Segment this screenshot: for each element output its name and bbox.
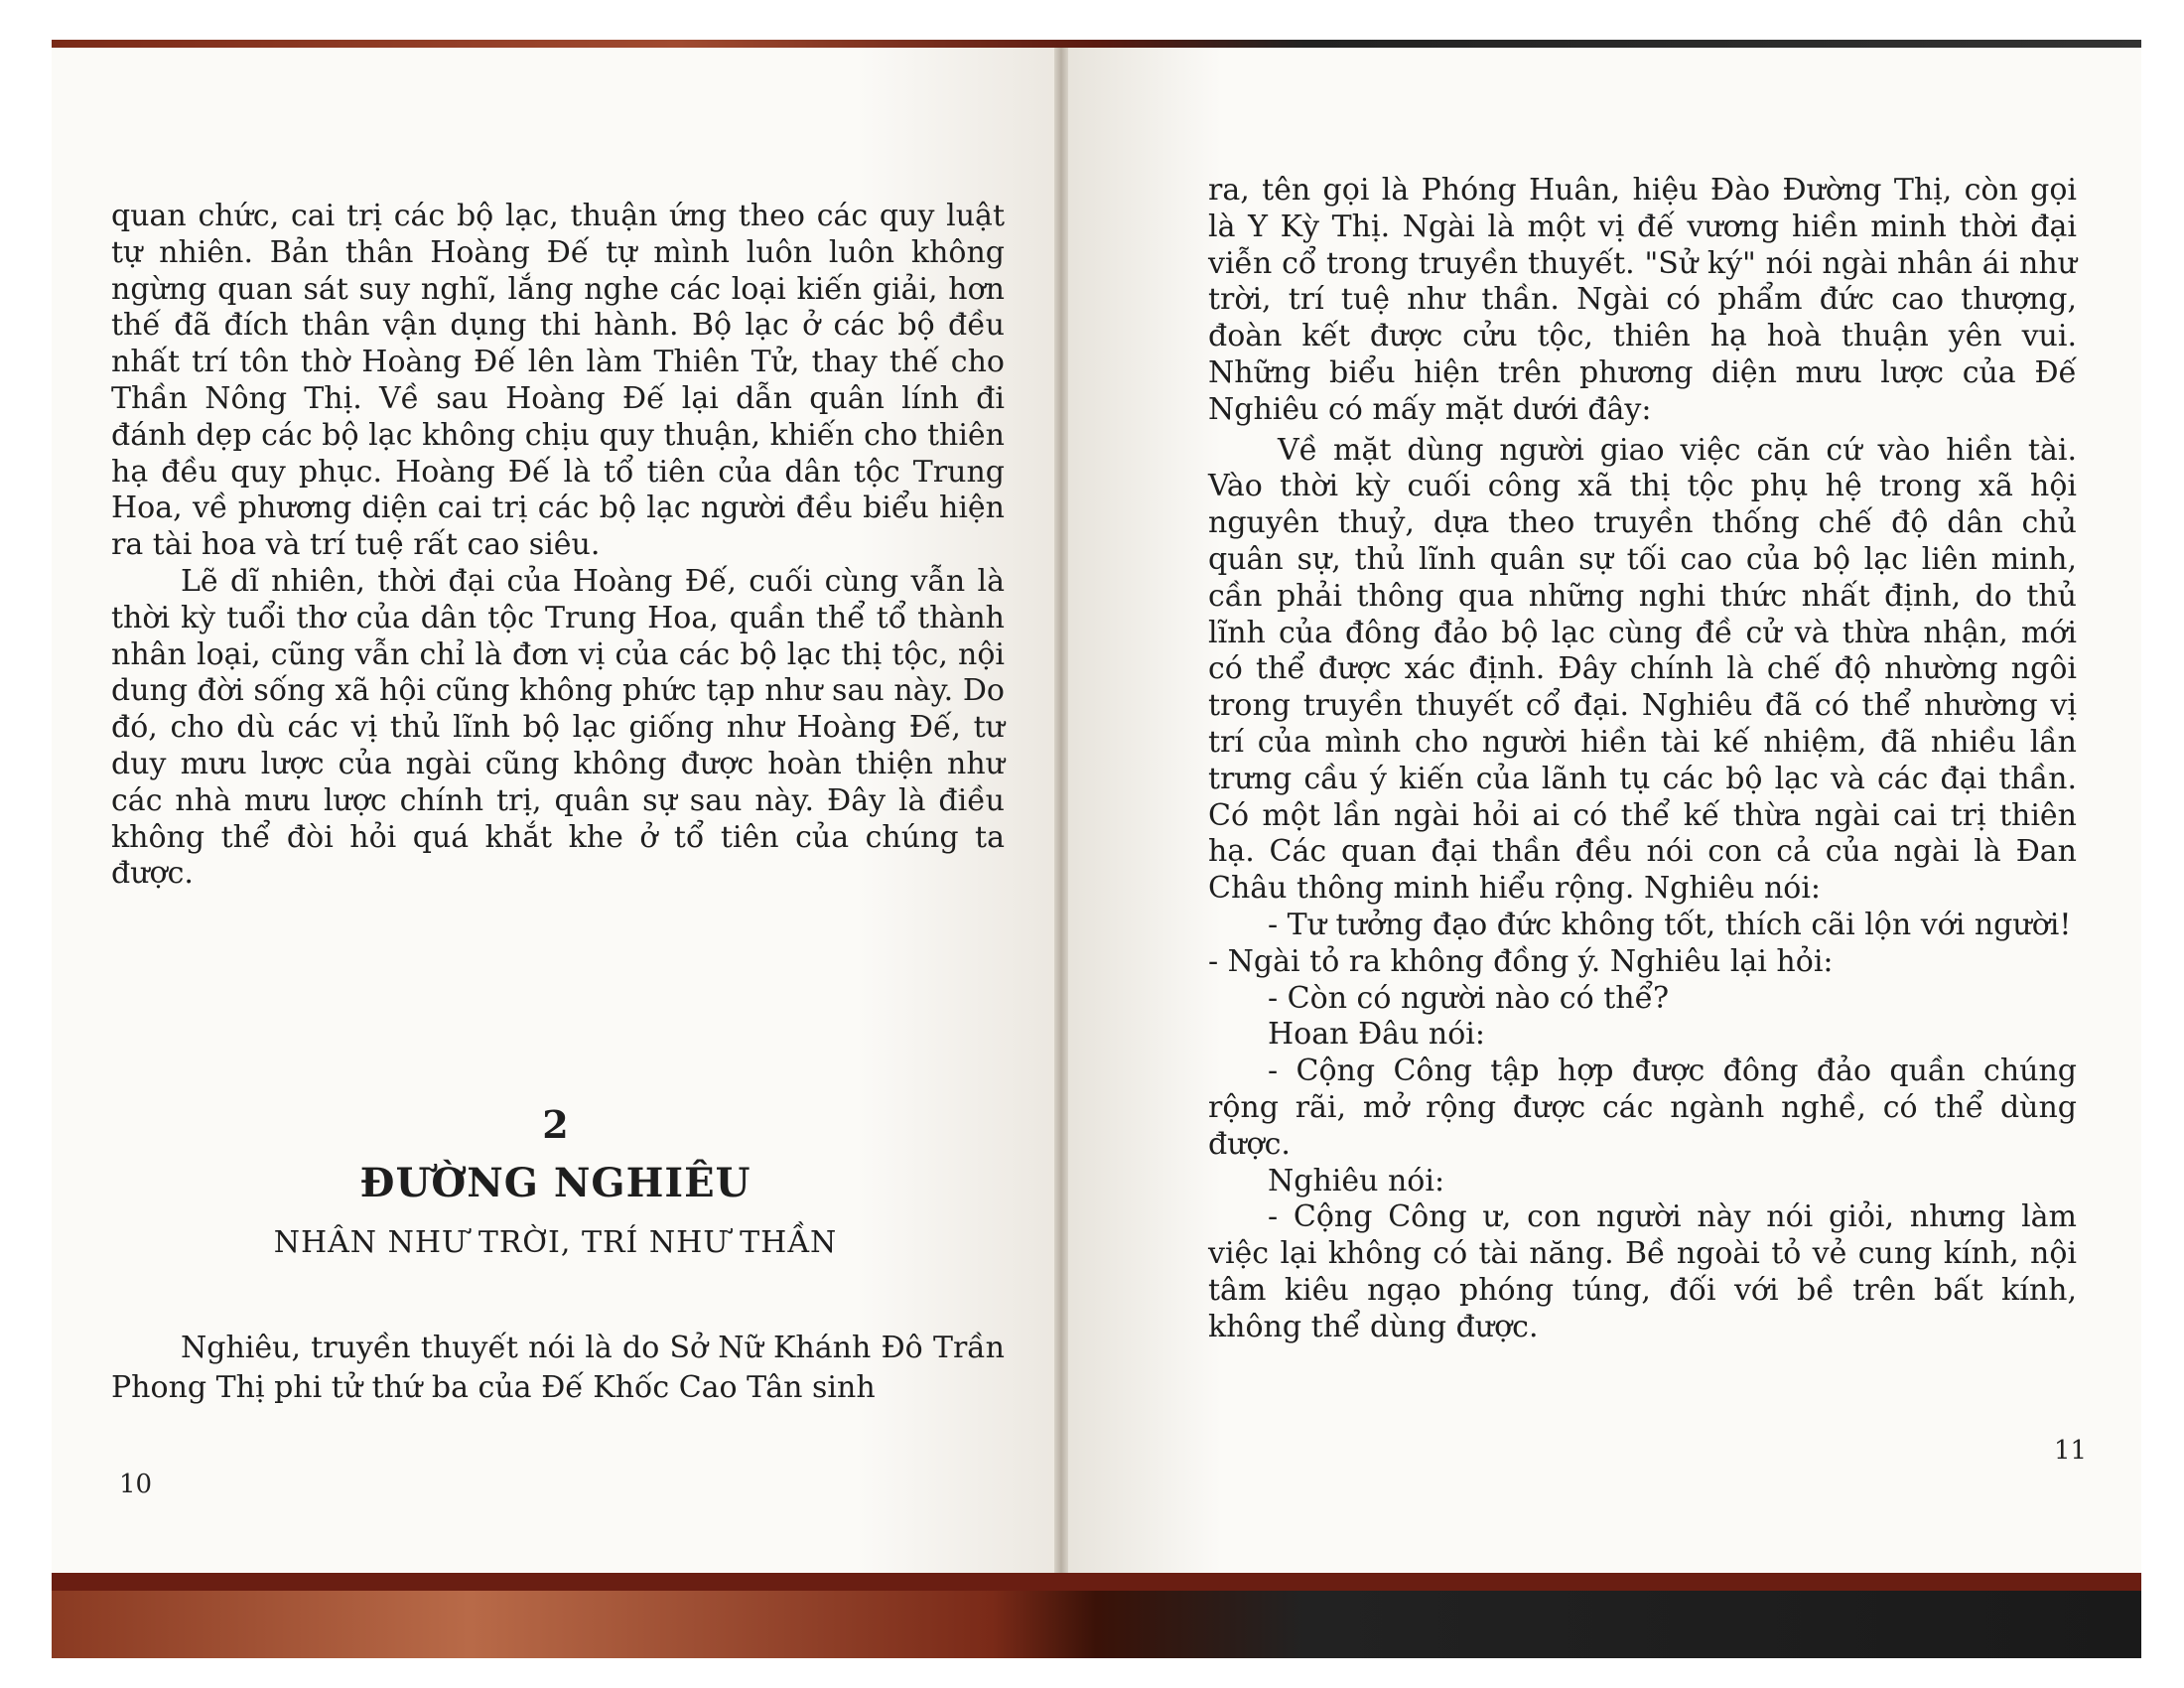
page-number-left: 10 — [119, 1470, 153, 1499]
dialog-line: - Cộng Công tập hợp được đông đảo quần chúng rộng rãi, mở rộng được các ngành nghề, có thể dùng được. — [1208, 1054, 2077, 1162]
book-cover-edge-bottom — [52, 1591, 2141, 1658]
left-page-body — [111, 199, 1005, 893]
dialog-line: Hoan Đâu nói: — [1268, 1017, 1486, 1053]
chapter-subtitle: NHÂN NHƯ TRỜI, TRÍ NHƯ THẦN — [273, 1225, 838, 1260]
dialog-line: - Ngài tỏ ra không đồng ý. Nghiêu lại hỏi: — [1208, 943, 1834, 979]
left-paragraph-1: quan chức, cai trị các bộ lạc, thuận ứng theo các quy luật tự nhiên. Bản thân Hoàng Đế tự mình luôn luôn không ngừng quan sát suy nghĩ, lắng nghe các loại kiến giải, hơn thế đã đích thân vận dụng thi hành. Bộ lạc ở các bộ đều nhất trí tôn thờ Hoàng Đế lên làm Thiên Tử, thay thế cho Thần Nông Thị. Về sau Hoàng Đế lại dẫn quân lính đi đánh dẹp các bộ lạc không chịu quy thuận, khiến cho thiên hạ đều quy phục. Hoàng Đế là tổ tiên của dân tộc Trung Hoa, về phương diện cai trị các bộ lạc người đều biểu hiện ra tài hoa và trí tuệ rất cao siêu. — [111, 199, 1005, 563]
left-page — [52, 48, 1059, 1573]
chapter-number: 2 — [542, 1102, 569, 1147]
chapter-title: ĐƯỜNG NGHIÊU — [359, 1160, 751, 1206]
right-paragraph-1: ra, tên gọi là Phóng Huân, hiệu Đào Đường Thị, còn gọi là Y Kỳ Thị. Ngài là một vị đế vương hiền minh thời đại viễn cổ trong truyền thuyết. "Sử ký" nói ngài nhân ái như trời, trí tuệ như thần. Ngài có phẩm đức cao thượng, đoàn kết được cửu tộc, thiên hạ hoà thuận yên vui. Những biểu hiện trên phương diện mưu lược của Đế Nghiêu có mấy mặt dưới đây: — [1208, 173, 2077, 427]
right-page-body — [1208, 173, 2077, 1346]
book-spread — [52, 40, 2141, 1658]
dialog-line: - Còn có người nào có thể? — [1268, 980, 1670, 1016]
dialog-line: Nghiêu nói: — [1268, 1163, 1445, 1198]
right-page — [1059, 48, 2141, 1573]
dialog-line: - Cộng Công ư, con người này nói giỏi, nhưng làm việc lại không có tài năng. Bề ngoài tỏ vẻ cung kính, nội tâm kiêu ngạo phóng túng, đối với bề trên bất kính, không thể dùng được. — [1208, 1199, 2077, 1344]
left-paragraph-2: Lẽ dĩ nhiên, thời đại của Hoàng Đế, cuối cùng vẫn là thời kỳ tuổi thơ của dân tộc Trung Hoa, quần thể tổ thành nhân loại, cũng vẫn chỉ là đơn vị của các bộ lạc thị tộc, nội dung đời sống xã hội cũng không phức tạp như sau này. Do đó, cho dù các vị thủ lĩnh bộ lạc giống như Hoàng Đế, tư duy mưu lược của ngài cũng không được hoàn thiện như các nhà mưu lược chính trị, quân sự sau này. Đây là điều không thể đòi hỏi quá khắt khe ở tổ tiên của chúng ta được. — [111, 563, 1005, 892]
page-number-right: 11 — [2054, 1436, 2088, 1466]
dialog-line: - Tư tưởng đạo đức không tốt, thích cãi lộn với người! — [1268, 907, 2072, 942]
chapter-opening-paragraph: Nghiêu, truyền thuyết nói là do Sở Nữ Khánh Đô Trần Phong Thị phi tử thứ ba của Đế Khốc Cao Tân sinh — [111, 1331, 1005, 1405]
right-paragraph-2: Về mặt dùng người giao việc căn cứ vào hiền tài. Vào thời kỳ cuối công xã thị tộc phụ hệ trong xã hội nguyên thuỷ, dựa theo truyền thống chế độ dân chủ quân sự, thủ lĩnh quân sự tối cao của bộ lạc liên minh, cần phải thông qua những nghi thức nhất định, do thủ lĩnh của đông đảo bộ lạc cùng đề cử và thừa nhận, mới có thể được xác định. Đây chính là chế độ nhường ngôi trong truyền thuyết cổ đại. Nghiêu đã có thể nhường vị trí của mình cho người hiền tài kế nhiệm, đã nhiều lần trưng cầu ý kiến của lãnh tụ các bộ lạc và các đại thần. Có một lần ngài hỏi ai có thể kế thừa ngài cai trị thiên hạ. Các quan đại thần đều nói con cả của ngài là Đan Châu thông minh hiểu rộng. Nghiêu nói: — [1208, 432, 2077, 907]
book-gutter — [1054, 48, 1068, 1573]
